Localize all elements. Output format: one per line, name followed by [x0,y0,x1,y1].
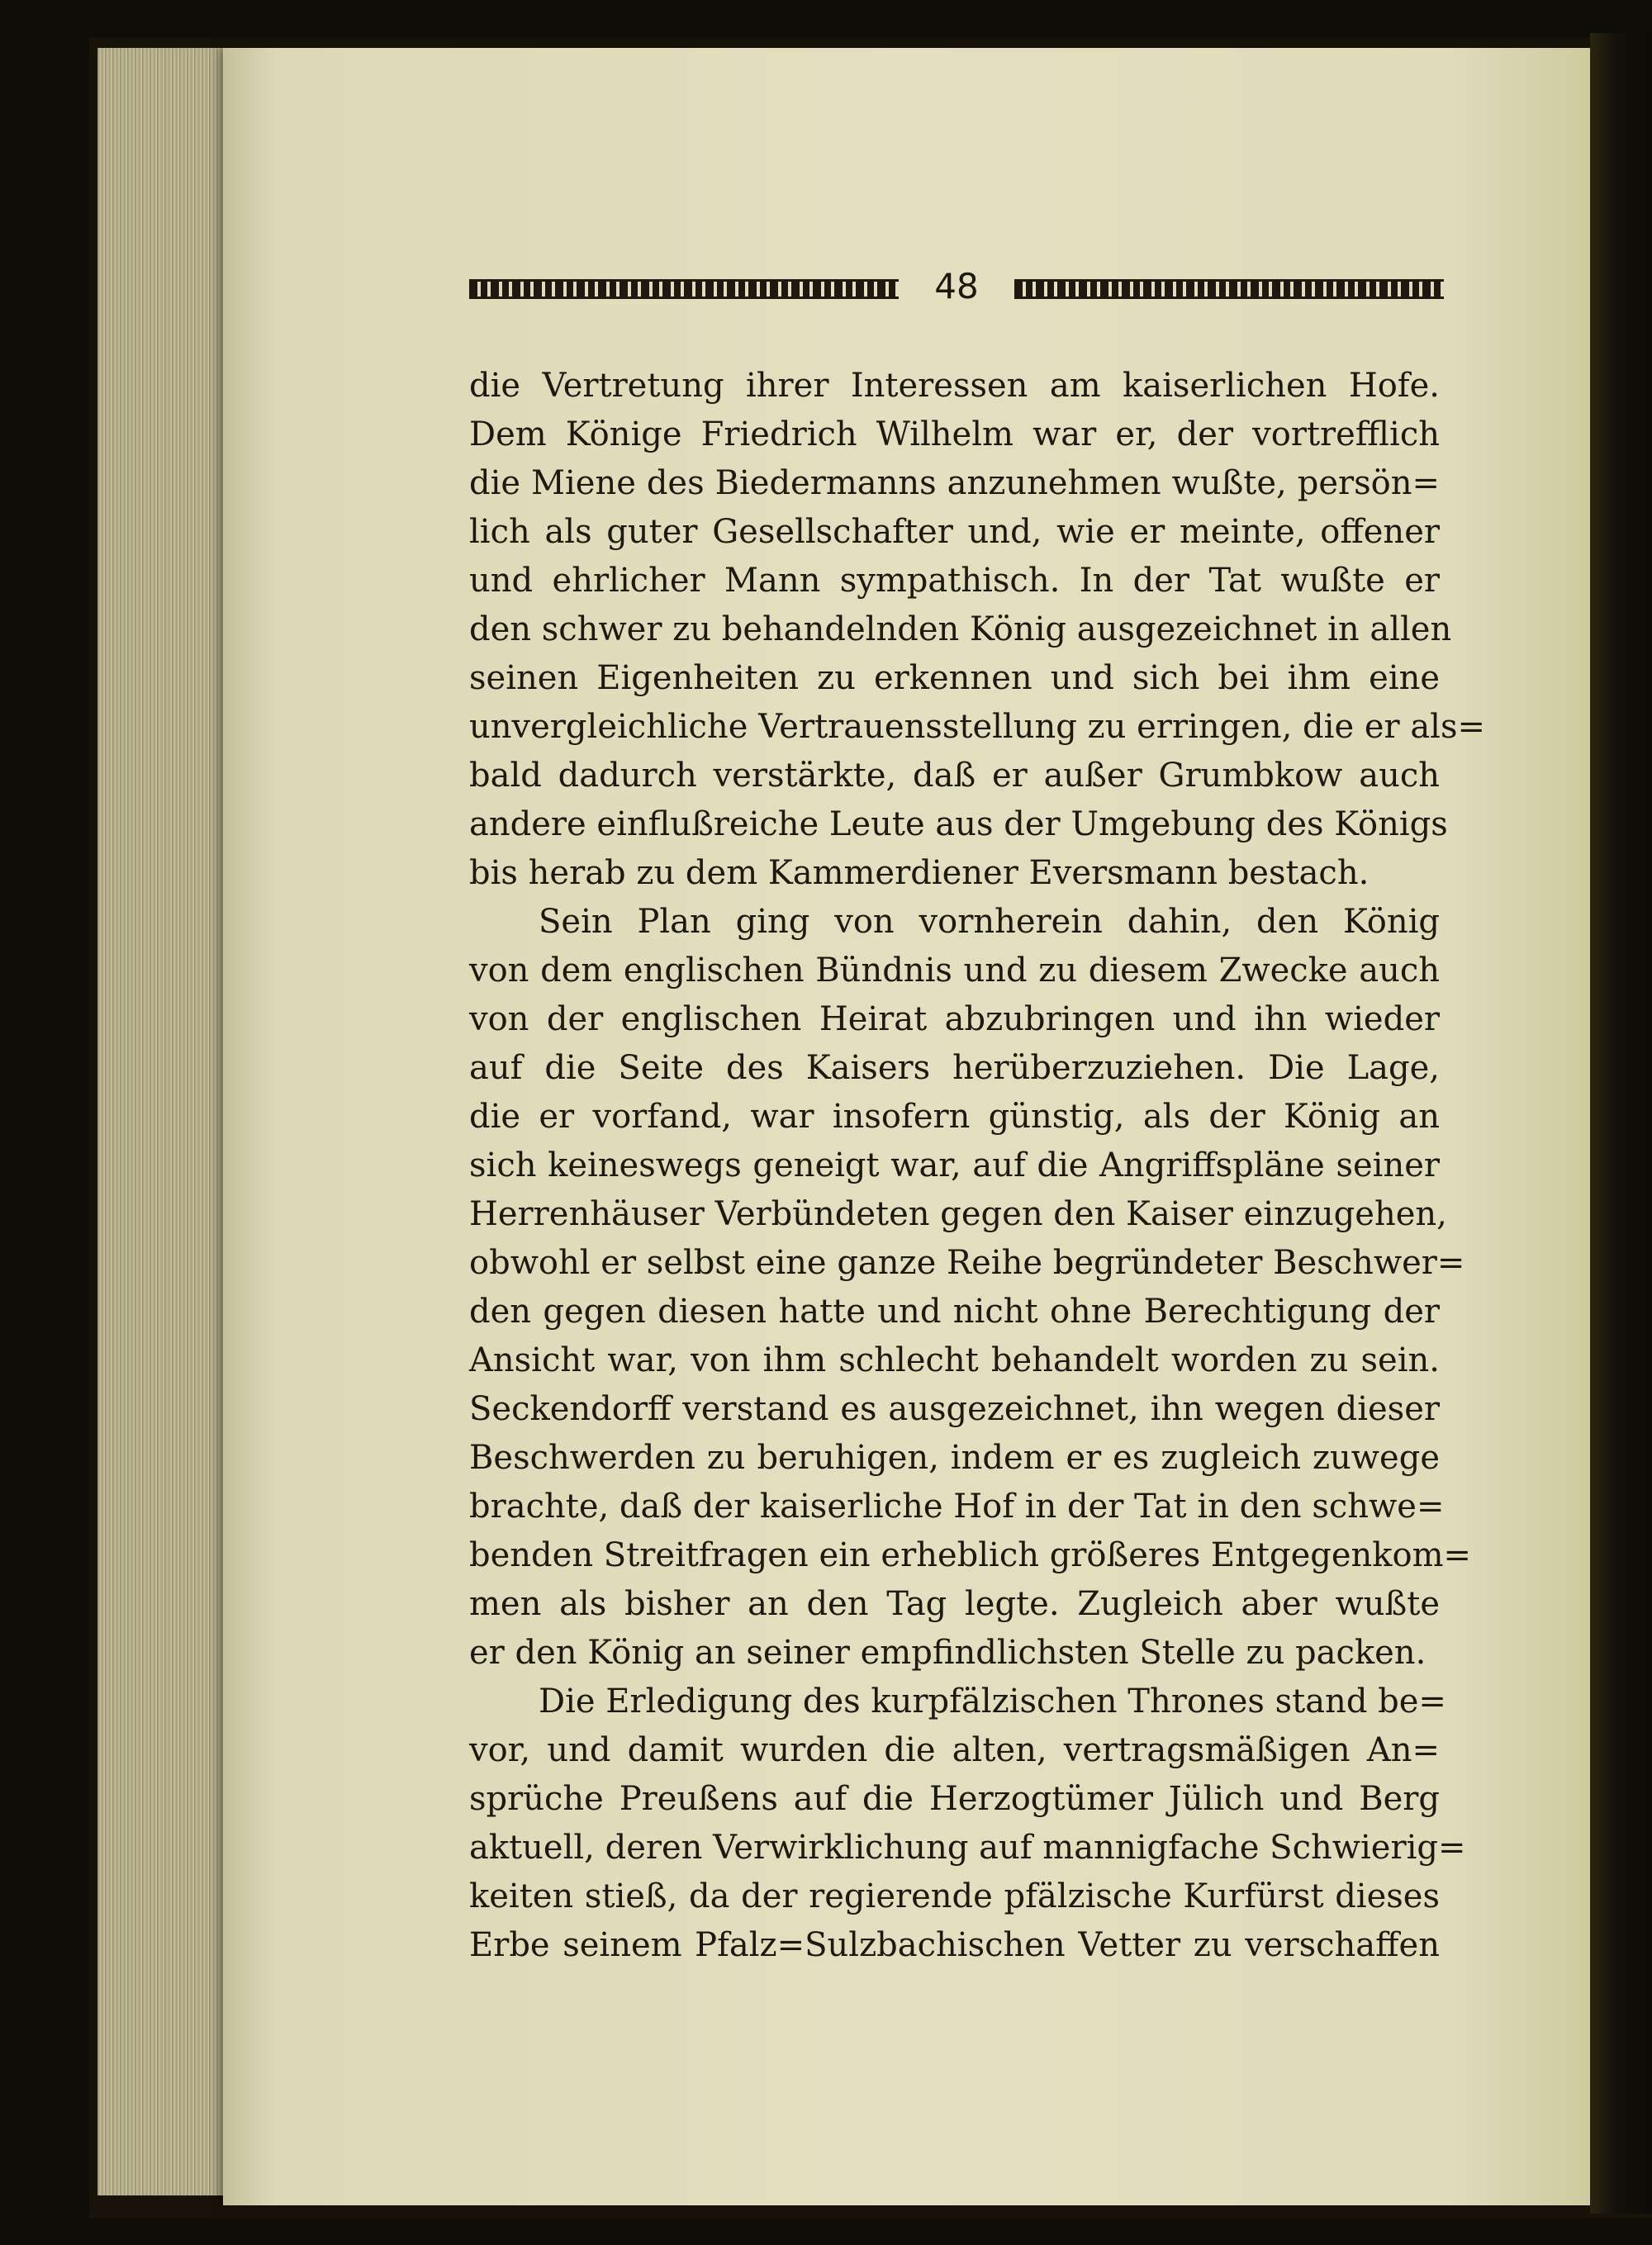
text-line: die Vertretung ihrer Interessen am kaiserlichen Hofe. [469,367,1440,405]
text-line: unvergleichliche Vertrauensstellung zu erringen, die er als= [469,708,1486,746]
text-line: vor, und damit wurden die alten, vertragsmäßigen An= [469,1731,1440,1769]
text-line: lich als guter Gesellschafter und, wie er meinte, offener [469,513,1440,551]
text-line: Herrenhäuser Verbündeten gegen den Kaiser einzugehen, [469,1195,1447,1233]
text-line: er den König an seiner empfindlichsten Stelle zu packen. [469,1634,1427,1672]
text-line: brachte, daß der kaiserliche Hof in der Tat in den schwe= [469,1488,1445,1526]
page-edges [97,48,240,2195]
text-line: aktuell, deren Verwirklichung auf mannigfache Schwierig= [469,1829,1466,1867]
text-line: andere einflußreiche Leute aus der Umgebung des Königs [469,805,1448,843]
page-header [469,266,1440,312]
page-number: 48 [934,266,979,306]
text-line: men als bisher an den Tag legte. Zugleich aber wußte [469,1585,1440,1623]
text-line: Sein Plan ging von vornherein dahin, den König [539,903,1440,941]
text-line: obwohl er selbst eine ganze Reihe begründeter Beschwer= [469,1244,1465,1282]
text-line: auf die Seite des Kaisers herüberzuziehen. Die Lage, [469,1049,1440,1087]
text-line: Ansicht war, von ihm schlecht behandelt worden zu sein. [469,1341,1440,1379]
text-line: Seckendorff verstand es ausgezeichnet, ihn wegen dieser [469,1390,1440,1428]
book-spine [1590,33,1652,2214]
text-line: und ehrlicher Mann sympathisch. In der Tat wußte er [469,562,1440,600]
text-line: von dem englischen Bündnis und zu diesem Zwecke auch [469,952,1440,990]
page-text [469,362,1486,1970]
text-line: von der englischen Heirat abzubringen und ihn wieder [469,1000,1440,1038]
text-line: Die Erledigung des kurpfälzischen Thrones stand be= [539,1683,1446,1721]
text-line: sprüche Preußens auf die Herzogtümer Jülich und Berg [469,1780,1440,1818]
text-line: die Miene des Biedermanns anzunehmen wußte, persön= [469,464,1440,502]
text-line: Dem Könige Friedrich Wilhelm war er, der vortrefflich [469,415,1440,453]
text-line: die er vorfand, war insofern günstig, als der König an [469,1098,1440,1136]
text-line: den gegen diesen hatte und nicht ohne Berechtigung der [469,1293,1440,1331]
text-line: keiten stieß, da der regierende pfälzische Kurfürst dieses [469,1877,1440,1915]
text-line: sich keineswegs geneigt war, auf die Angriffspläne seiner [469,1146,1440,1184]
header-ornament-right [1014,279,1444,299]
text-line: Beschwerden zu beruhigen, indem er es zugleich zuwege [469,1439,1440,1477]
text-line: benden Streitfragen ein erheblich größeres Entgegenkom= [469,1536,1472,1574]
text-line: bald dadurch verstärkte, daß er außer Grumbkow auch [469,757,1440,795]
text-line: den schwer zu behandelnden König ausgezeichnet in allen [469,610,1452,648]
header-ornament-left [469,279,899,299]
text-line: Erbe seinem Pfalz=Sulzbachischen Vetter zu verschaffen [469,1926,1440,1964]
text-line: bis herab zu dem Kammerdiener Eversmann bestach. [469,854,1370,892]
text-line: seinen Eigenheiten zu erkennen und sich bei ihm eine [469,659,1440,697]
